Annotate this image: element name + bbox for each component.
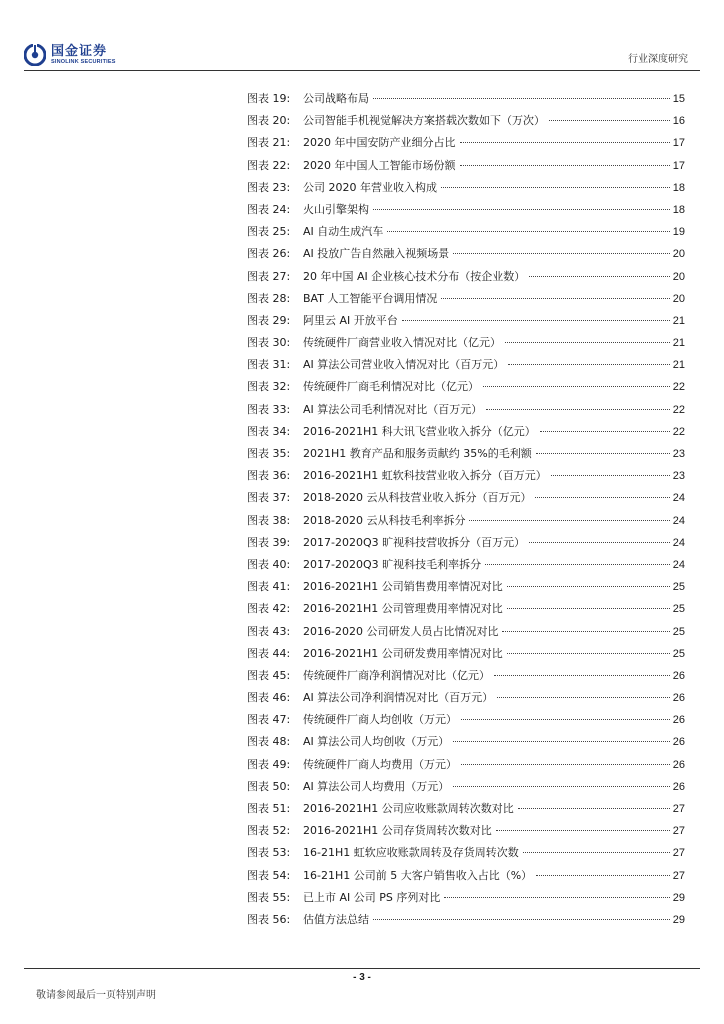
toc-page-number: 25 xyxy=(672,647,685,660)
toc-figure-title[interactable]: 2016-2020 公司研发人员占比情况对比 xyxy=(303,624,499,638)
toc-dot-leader xyxy=(453,253,670,254)
toc-page-number: 23 xyxy=(672,448,685,460)
toc-dot-leader xyxy=(387,231,670,232)
toc-figure-title[interactable]: 传统硬件厂商人均创收（万元） xyxy=(303,713,457,727)
toc-entry[interactable] xyxy=(247,909,685,931)
toc-dot-leader xyxy=(402,320,670,321)
toc-page-number: 24 xyxy=(672,536,685,549)
logo-chinese-name: 国金证券 xyxy=(51,43,108,59)
toc-page-number: 25 xyxy=(672,581,685,594)
toc-page-number: 23 xyxy=(672,470,685,483)
toc-dot-leader xyxy=(485,564,670,565)
toc-figure-title[interactable]: AI 算法公司人均创收（万元） xyxy=(303,735,450,749)
toc-entry[interactable] xyxy=(247,221,685,243)
toc-figure-title[interactable]: AI 自动生成汽车 xyxy=(303,225,384,239)
toc-entry[interactable] xyxy=(247,310,685,332)
toc-figure-title[interactable]: 公司 2020 年营业收入构成 xyxy=(303,180,437,194)
toc-figure-title[interactable]: 2016-2021H1 公司应收账款周转次数对比 xyxy=(303,802,514,815)
toc-entry[interactable] xyxy=(247,88,685,110)
toc-figure-label: 图表 20: xyxy=(247,114,291,128)
toc-figure-label: 图表 29: xyxy=(247,313,291,327)
toc-figure-label: 图表 46: xyxy=(247,691,291,705)
toc-figure-label: 图表 26: xyxy=(247,247,291,261)
toc-dot-leader xyxy=(549,120,670,121)
toc-figure-label: 图表 44: xyxy=(247,646,291,660)
toc-entry[interactable] xyxy=(247,288,685,310)
toc-dot-leader xyxy=(496,830,670,831)
toc-dot-leader xyxy=(453,786,670,787)
toc-figure-title[interactable]: 传统硬件厂商毛利情况对比（亿元） xyxy=(303,380,479,394)
toc-entry[interactable] xyxy=(247,376,685,398)
toc-figure-title[interactable]: AI 投放广告自然融入视频场景 xyxy=(303,247,450,261)
toc-page-number: 26 xyxy=(672,669,685,682)
toc-figure-label: 图表 34: xyxy=(247,424,291,438)
toc-dot-leader xyxy=(507,586,670,587)
toc-figure-title[interactable]: 2017-2020Q3 旷视科技毛利率拆分 xyxy=(303,557,482,571)
toc-figure-label: 图表 32: xyxy=(247,380,291,394)
toc-page-number: 24 xyxy=(672,514,685,527)
toc-page-number: 27 xyxy=(672,803,685,815)
toc-figure-label: 图表 23: xyxy=(247,180,291,194)
toc-page-number: 17 xyxy=(672,137,685,150)
toc-dot-leader xyxy=(453,741,670,742)
toc-figure-label: 图表 52: xyxy=(247,824,291,838)
toc-figure-label: 图表 24: xyxy=(247,202,291,216)
toc-figure-label: 图表 25: xyxy=(247,225,291,239)
toc-dot-leader xyxy=(529,276,670,277)
toc-dot-leader xyxy=(508,364,670,365)
toc-figure-label: 图表 21: xyxy=(247,136,291,150)
toc-entry[interactable] xyxy=(247,487,685,509)
toc-figure-title[interactable]: BAT 人工智能平台调用情况 xyxy=(303,291,438,305)
toc-dot-leader xyxy=(535,497,670,498)
toc-figure-title[interactable]: 阿里云 AI 开放平台 xyxy=(303,313,398,327)
toc-dot-leader xyxy=(373,98,670,99)
sinolink-logo-icon xyxy=(24,44,46,66)
toc-dot-leader xyxy=(444,897,670,898)
toc-dot-leader xyxy=(529,542,670,543)
toc-dot-leader xyxy=(441,187,670,188)
toc-page-number: 21 xyxy=(672,337,685,350)
toc-page-number: 25 xyxy=(672,603,685,616)
toc-page-number: 20 xyxy=(672,270,685,283)
toc-page-number: 20 xyxy=(672,292,685,305)
toc-entry[interactable] xyxy=(247,266,685,288)
toc-entry[interactable] xyxy=(247,510,685,532)
toc-page-number: 19 xyxy=(672,226,685,239)
toc-figure-label: 图表 49: xyxy=(247,757,291,771)
header-divider xyxy=(24,70,700,71)
toc-page-number: 18 xyxy=(672,203,685,216)
toc-entry[interactable] xyxy=(247,621,685,643)
toc-figure-label: 图表 54: xyxy=(247,868,291,882)
toc-entry[interactable] xyxy=(247,820,685,842)
toc-figure-label: 图表 45: xyxy=(247,668,291,682)
toc-dot-leader xyxy=(469,520,670,521)
toc-figure-label: 图表 48: xyxy=(247,735,291,749)
toc-page-number: 15 xyxy=(672,93,685,105)
toc-figure-title[interactable]: 火山引擎架构 xyxy=(303,202,369,216)
toc-figure-title[interactable]: 已上市 AI 公司 PS 序列对比 xyxy=(303,890,441,904)
toc-page-number: 24 xyxy=(672,492,685,505)
toc-dot-leader xyxy=(536,453,670,454)
toc-dot-leader xyxy=(507,608,670,609)
footer-divider xyxy=(24,968,700,969)
toc-page-number: 26 xyxy=(672,714,685,727)
toc-entry[interactable] xyxy=(247,155,685,177)
toc-entry[interactable] xyxy=(247,532,685,554)
toc-page-number: 27 xyxy=(672,869,685,882)
toc-dot-leader xyxy=(461,764,670,765)
toc-figure-label: 图表 53: xyxy=(247,846,291,860)
toc-dot-leader xyxy=(505,342,670,343)
toc-figure-label: 图表 42: xyxy=(247,602,291,616)
toc-figure-title[interactable]: AI 算法公司营业收入情况对比（百万元） xyxy=(303,358,505,372)
toc-entry[interactable] xyxy=(247,598,685,620)
toc-figure-title[interactable]: 16-21H1 公司前 5 大客户销售收入占比（%） xyxy=(303,868,533,882)
toc-entry[interactable] xyxy=(247,332,685,354)
toc-dot-leader xyxy=(502,631,670,632)
figure-list xyxy=(247,88,685,931)
toc-page-number: 26 xyxy=(672,736,685,749)
toc-entry[interactable] xyxy=(247,399,685,421)
toc-page-number: 20 xyxy=(672,248,685,261)
toc-page-number: 17 xyxy=(672,159,685,172)
toc-figure-title[interactable]: 2016-2021H1 公司研发费用率情况对比 xyxy=(303,646,503,660)
report-type: 行业深度研究 xyxy=(628,54,688,65)
toc-figure-title[interactable]: 2016-2021H1 公司管理费用率情况对比 xyxy=(303,602,503,616)
toc-figure-title[interactable]: AI 算法公司净利润情况对比（百万元） xyxy=(303,691,494,705)
toc-dot-leader xyxy=(460,142,671,143)
toc-page-number: 24 xyxy=(672,558,685,571)
toc-figure-label: 图表 43: xyxy=(247,624,291,638)
toc-dot-leader xyxy=(373,209,670,210)
toc-figure-title[interactable]: 2021H1 教育产品和服务贡献约 35%的毛利额 xyxy=(303,447,532,460)
toc-entry[interactable] xyxy=(247,443,685,465)
toc-page-number: 26 xyxy=(672,692,685,705)
toc-page-number: 16 xyxy=(672,115,685,128)
toc-entry[interactable] xyxy=(247,132,685,154)
toc-figure-label: 图表 55: xyxy=(247,890,291,904)
toc-dot-leader xyxy=(540,431,670,432)
toc-figure-label: 图表 47: xyxy=(247,713,291,727)
toc-figure-title[interactable]: 2018-2020 云从科技营业收入拆分（百万元） xyxy=(303,491,532,505)
toc-entry[interactable] xyxy=(247,177,685,199)
toc-figure-label: 图表 36: xyxy=(247,469,291,483)
toc-figure-title[interactable]: 传统硬件厂商净利润情况对比（亿元） xyxy=(303,668,490,682)
toc-figure-title[interactable]: 传统硬件厂商营业收入情况对比（亿元） xyxy=(303,336,501,350)
toc-dot-leader xyxy=(461,719,670,720)
toc-figure-title[interactable]: 传统硬件厂商人均费用（万元） xyxy=(303,757,457,771)
toc-entry[interactable] xyxy=(247,731,685,753)
company-logo xyxy=(24,40,116,70)
disclaimer: 敬请参阅最后一页特别声明 xyxy=(36,990,156,1001)
toc-figure-label: 图表 33: xyxy=(247,402,291,416)
toc-figure-label: 图表 31: xyxy=(247,358,291,372)
toc-dot-leader xyxy=(460,165,671,166)
toc-page-number: 26 xyxy=(672,758,685,771)
toc-entry[interactable] xyxy=(247,199,685,221)
toc-entry[interactable] xyxy=(247,665,685,687)
toc-entry[interactable] xyxy=(247,643,685,665)
toc-entry[interactable] xyxy=(247,865,685,887)
toc-figure-title[interactable]: 估值方法总结 xyxy=(303,912,369,926)
toc-figure-title[interactable]: 2016-2021H1 科大讯飞营业收入拆分（亿元） xyxy=(303,424,536,438)
toc-figure-label: 图表 39: xyxy=(247,535,291,549)
toc-dot-leader xyxy=(551,475,670,476)
toc-page-number: 25 xyxy=(672,625,685,638)
toc-figure-label: 图表 51: xyxy=(247,802,291,815)
toc-entry[interactable] xyxy=(247,110,685,132)
toc-entry[interactable] xyxy=(247,576,685,598)
toc-page-number: 27 xyxy=(672,825,685,838)
toc-page-number: 18 xyxy=(672,181,685,194)
toc-page-number: 22 xyxy=(672,381,685,394)
toc-dot-leader xyxy=(441,298,670,299)
toc-figure-label: 图表 19: xyxy=(247,92,291,105)
toc-figure-label: 图表 37: xyxy=(247,491,291,505)
toc-figure-title[interactable]: 公司战略布局 xyxy=(303,92,369,105)
toc-page-number: 22 xyxy=(672,425,685,438)
toc-figure-title[interactable]: 2020 年中国安防产业细分占比 xyxy=(303,136,456,150)
page-header xyxy=(0,0,724,72)
toc-entry[interactable] xyxy=(247,754,685,776)
toc-figure-label: 图表 38: xyxy=(247,513,291,527)
toc-dot-leader xyxy=(518,808,670,809)
toc-figure-title[interactable]: AI 算法公司人均费用（万元） xyxy=(303,779,450,793)
toc-page-number: 26 xyxy=(672,780,685,793)
toc-figure-label: 图表 22: xyxy=(247,158,291,172)
toc-entry[interactable] xyxy=(247,243,685,265)
logo-english-name: SINOLINK SECURITIES xyxy=(51,58,116,65)
toc-figure-title[interactable]: 20 年中国 AI 企业核心技术分布（按企业数） xyxy=(303,269,526,283)
toc-figure-label: 图表 35: xyxy=(247,447,291,460)
toc-figure-title[interactable]: 2016-2021H1 虹软科技营业收入拆分（百万元） xyxy=(303,469,547,483)
toc-page-number: 21 xyxy=(672,359,685,372)
toc-entry[interactable] xyxy=(247,798,685,820)
toc-entry[interactable] xyxy=(247,776,685,798)
toc-figure-title[interactable]: 2018-2020 云从科技毛利率拆分 xyxy=(303,513,466,527)
toc-figure-label: 图表 27: xyxy=(247,269,291,283)
toc-figure-title[interactable]: 2016-2021H1 公司销售费用率情况对比 xyxy=(303,580,503,594)
toc-entry[interactable] xyxy=(247,887,685,909)
toc-entry[interactable] xyxy=(247,554,685,576)
toc-dot-leader xyxy=(507,653,670,654)
toc-dot-leader xyxy=(373,919,670,920)
toc-page-number: 21 xyxy=(672,314,685,327)
toc-entry[interactable] xyxy=(247,465,685,487)
toc-dot-leader xyxy=(486,409,670,410)
toc-page-number: 22 xyxy=(672,403,685,416)
page-number: - 3 - xyxy=(353,972,371,983)
toc-dot-leader xyxy=(497,697,670,698)
toc-figure-label: 图表 40: xyxy=(247,557,291,571)
toc-figure-label: 图表 56: xyxy=(247,912,291,926)
toc-figure-title[interactable]: 公司智能手机视觉解决方案搭载次数如下（万次） xyxy=(303,114,545,128)
toc-dot-leader xyxy=(523,852,670,853)
toc-page-number: 29 xyxy=(672,913,685,926)
toc-figure-title[interactable]: 2016-2021H1 公司存货周转次数对比 xyxy=(303,824,492,838)
toc-figure-label: 图表 50: xyxy=(247,779,291,793)
toc-figure-title[interactable]: 2020 年中国人工智能市场份额 xyxy=(303,158,456,172)
toc-figure-title[interactable]: 16-21H1 虹软应收账款周转及存货周转次数 xyxy=(303,846,519,860)
toc-entry[interactable] xyxy=(247,354,685,376)
toc-figure-label: 图表 30: xyxy=(247,336,291,350)
toc-entry[interactable] xyxy=(247,687,685,709)
toc-page-number: 27 xyxy=(672,847,685,860)
toc-figure-title[interactable]: AI 算法公司毛利情况对比（百万元） xyxy=(303,402,483,416)
toc-figure-label: 图表 41: xyxy=(247,580,291,594)
toc-entry[interactable] xyxy=(247,709,685,731)
toc-page-number: 29 xyxy=(672,891,685,904)
toc-dot-leader xyxy=(536,875,670,876)
toc-figure-label: 图表 28: xyxy=(247,291,291,305)
toc-dot-leader xyxy=(483,386,670,387)
toc-dot-leader xyxy=(494,675,670,676)
toc-figure-title[interactable]: 2017-2020Q3 旷视科技营收拆分（百万元） xyxy=(303,535,526,549)
toc-entry[interactable] xyxy=(247,842,685,864)
toc-entry[interactable] xyxy=(247,421,685,443)
